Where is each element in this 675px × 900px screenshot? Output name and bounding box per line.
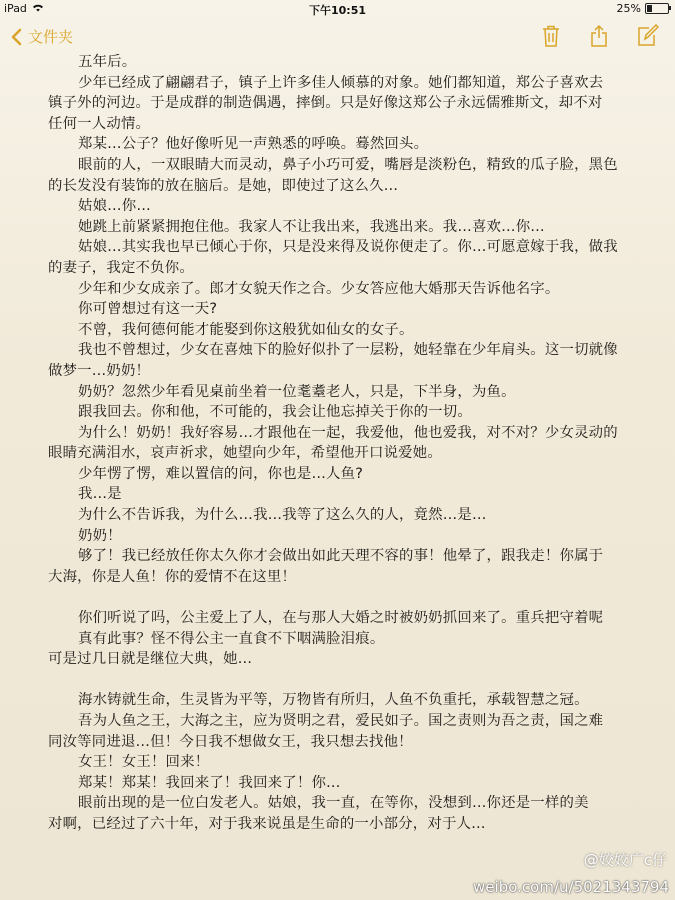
blank-line — [0, 587, 675, 608]
note-line: 跟我回去。你和他，不可能的，我会让他忘掉关于你的一切。 — [78, 404, 472, 421]
note-line: 我也不曾想过，少女在喜烛下的脸好似扑了一层粉，她轻靠在少年肩头。这一切就像 — [78, 342, 618, 359]
note-line: 郑某…公子？他好像听见一声熟悉的呼唤。蓦然回头。 — [78, 136, 429, 153]
back-label: 文件夹 — [28, 28, 74, 46]
note-line: 女王！女王！回来！ — [78, 754, 210, 771]
note-line: 镇子外的河边。于是成群的制造偶遇，摔倒。只是好像这郑公子永远儒雅斯文，却不对 — [48, 95, 603, 112]
note-line: 眼前出现的是一位白发老人。姑娘，我一直，在等你，没想到…你还是一样的美 — [78, 795, 589, 812]
note-line: 吾为人鱼之王，大海之主，应为贤明之君，爱民如子。国之责则为吾之责，国之难 — [78, 713, 604, 729]
note-line: 做梦一…奶奶！ — [48, 362, 151, 379]
note-line: 姑娘…其实我也早已倾心于你，只是没来得及说你便走了。你…可愿意嫁于我，做我 — [78, 239, 618, 256]
compose-icon[interactable] — [637, 24, 659, 52]
note-line: 任何一人动情。 — [48, 115, 151, 132]
note-line: 郑某！郑某！我回来了！我回来了！你… — [78, 774, 341, 791]
note-line: 海水铸就生命，生灵皆为平等，万物皆有所归，人鱼不负重托，承载智慧之冠。 — [78, 692, 589, 709]
note-line: 姑娘…你… — [78, 198, 151, 215]
note-line: 少年愣了愣，难以置信的问，你也是…人鱼? — [78, 465, 364, 482]
nav-actions — [541, 24, 659, 52]
note-line: 我…是 — [78, 486, 122, 503]
note-line: 少年已经成了翩翩君子，镇子上许多佳人倾慕的对象。她们都知道，郑公子喜欢去 — [78, 74, 604, 91]
back-button[interactable] — [10, 26, 73, 47]
note-line: 眼前的人，一双眼睛大而灵动，鼻子小巧可爱，嘴唇是淡粉色，精致的瓜子脸，黑色 — [78, 156, 618, 173]
note-body[interactable] — [0, 52, 675, 835]
blank-line — [0, 670, 675, 691]
status-right — [617, 2, 669, 15]
device-name: iPad — [4, 2, 27, 15]
note-line: 为什么不告诉我，为什么…我…我等了这么久的人，竟然…是… — [78, 507, 487, 524]
weibo-user: @姣姣广c仔 — [583, 851, 667, 869]
share-icon[interactable] — [589, 24, 609, 52]
note-line: 五年后。 — [78, 54, 137, 70]
note-line: 为什么！奶奶！我好容易…才跟他在一起，我爱他，他也爱我，对不对？少女灵动的 — [78, 424, 618, 441]
chevron-left-icon — [10, 28, 22, 46]
note-line: 不曾，我何德何能才能娶到你这般犹如仙女的女子。 — [78, 321, 414, 338]
note-line: 你们听说了吗，公主爱上了人，在与那人大婚之时被奶奶抓回来了。重兵把守着呢 — [78, 610, 604, 627]
note-line: 的妻子，我定不负你。 — [48, 259, 194, 276]
note-line: 大海，你是人鱼！你的爱情不在这里！ — [48, 568, 297, 585]
note-line: 的长发没有装饰的放在脑后。是她，即使过了这么久… — [48, 177, 399, 194]
note-line: 你可曾想过有这一天? — [78, 301, 218, 318]
note-line: 真有此事？怪不得公主一直食不下咽满脸泪痕。 — [78, 630, 385, 647]
note-line: 眼睛充满泪水，哀声祈求，她望向少年，希望他开口说爱她。 — [48, 445, 442, 462]
battery-percent: 25% — [616, 2, 641, 15]
weibo-url: weibo.com/u/5021343794 — [473, 878, 669, 896]
note-line: 她跳上前紧紧拥抱住他。我家人不让我出来，我逃出来。我…喜欢…你… — [78, 218, 545, 235]
trash-icon[interactable] — [541, 24, 561, 52]
note-line: 对啊，已经过了六十年，对于我来说虽是生命的一小部分，对于人… — [48, 815, 486, 832]
weibo-watermark — [584, 849, 667, 870]
battery-icon — [645, 3, 669, 14]
note-line: 可是过几日就是继位大典，她… — [48, 651, 253, 668]
note-line: 奶奶！ — [78, 527, 122, 544]
note-line: 少年和少女成亲了。郎才女貌天作之合。少女答应他大婚那天告诉他名字。 — [78, 280, 560, 297]
note-line: 同汝等同进退…但！今日我不想做女王，我只想去找他！ — [48, 733, 413, 750]
note-line: 够了！我已经放任你太久你才会做出如此天理不容的事！他晕了，跟我走！你属于 — [78, 548, 604, 565]
status-bar — [0, 0, 675, 18]
status-time: 下午10:51 — [308, 4, 366, 17]
note-line: 奶奶？忽然少年看见桌前坐着一位耄耋老人，只是，下半身，为鱼。 — [78, 383, 516, 400]
